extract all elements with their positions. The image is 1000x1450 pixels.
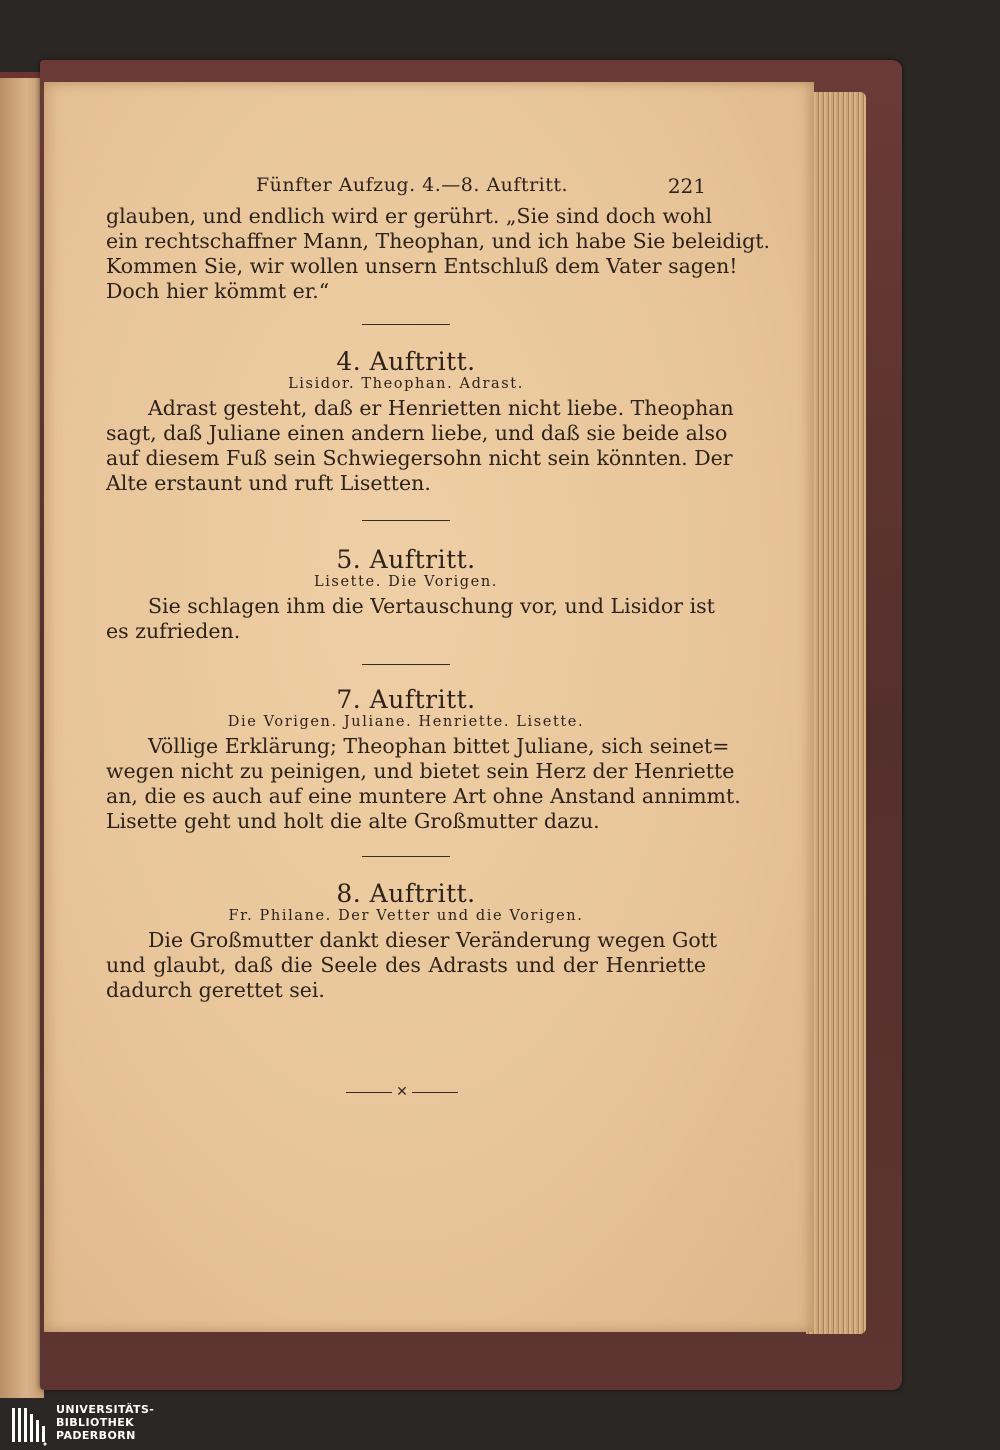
ornament-cross-icon: ✕ xyxy=(396,1084,408,1100)
left-page-edge xyxy=(0,72,44,1398)
text-line: es zufrieden. xyxy=(106,619,241,643)
scene-cast: Lisidor. Theophan. Adrast. xyxy=(288,376,524,392)
ornament-line-right xyxy=(412,1092,458,1093)
ornament-line-left xyxy=(346,1092,392,1093)
scene-summary xyxy=(106,594,715,644)
scene-cast: Lisette. Die Vorigen. xyxy=(313,574,499,590)
page-number: 221 xyxy=(667,174,706,198)
scene-cast: Fr. Philane. Der Vetter und die Vorigen. xyxy=(228,908,584,924)
library-name-line: PADERBORN xyxy=(56,1429,136,1442)
text-line: glauben, und endlich wird er gerührt. „Sie sind doch wohl xyxy=(106,204,713,228)
library-name-line: UNIVERSITÄTS- xyxy=(56,1403,155,1416)
text-line: Sie schlagen ihm die Vertauschung vor, und Lisidor ist xyxy=(148,594,715,618)
text-line: Doch hier kömmt er.“ xyxy=(106,279,330,303)
text-line: und glaubt, daß die Seele des Adrasts und der Henriette xyxy=(106,953,706,977)
text-line: Adrast gesteht, daß er Henrietten nicht liebe. Theophan xyxy=(148,396,734,420)
library-logo-icon xyxy=(10,1404,50,1446)
library-footer xyxy=(0,1400,1000,1450)
scene-cast: Die Vorigen. Juliane. Henriette. Lisette. xyxy=(227,714,585,730)
scene-title: 4. Auftritt. xyxy=(336,347,476,376)
scene-summary xyxy=(106,734,741,834)
scene-title: 7. Auftritt. xyxy=(336,685,476,714)
library-name-line: BIBLIOTHEK xyxy=(56,1416,135,1429)
text-line: Völlige Erklärung; Theophan bittet Juliane, sich seinet= xyxy=(148,734,730,758)
end-ornament xyxy=(342,1084,462,1100)
library-name xyxy=(56,1403,154,1442)
text-line: wegen nicht zu peinigen, und bietet sein Herz der Henriette xyxy=(106,759,735,783)
text-line: an, die es auch auf eine muntere Art ohne Anstand annimmt. xyxy=(106,784,741,808)
text-line: Lisette geht und holt die alte Großmutter dazu. xyxy=(106,809,600,833)
text-line: Alte erstaunt und ruft Lisetten. xyxy=(106,471,431,495)
text-line: Die Großmutter dankt dieser Veränderung wegen Gott xyxy=(148,928,718,952)
page-header xyxy=(106,170,706,204)
text-line: auf diesem Fuß sein Schwiegersohn nicht sein könnten. Der xyxy=(106,446,733,470)
page-edges xyxy=(806,92,866,1334)
scene-summary xyxy=(106,928,718,1003)
running-title: Fünfter Aufzug. 4.—8. Auftritt. xyxy=(256,174,569,196)
intro-paragraph xyxy=(106,204,770,304)
scene-title: 8. Auftritt. xyxy=(336,879,476,908)
text-line: ein rechtschaffner Mann, Theophan, und ich habe Sie beleidigt. xyxy=(106,229,770,253)
text-line: sagt, daß Juliane einen andern liebe, und daß sie beide also xyxy=(106,421,728,445)
scene-title: 5. Auftritt. xyxy=(336,545,476,574)
text-line: Kommen Sie, wir wollen unsern Entschluß dem Vater sagen! xyxy=(106,254,738,278)
scene-summary xyxy=(106,396,734,496)
page-content xyxy=(106,170,770,1003)
text-line: dadurch gerettet sei. xyxy=(106,978,325,1002)
book-page xyxy=(44,82,814,1332)
